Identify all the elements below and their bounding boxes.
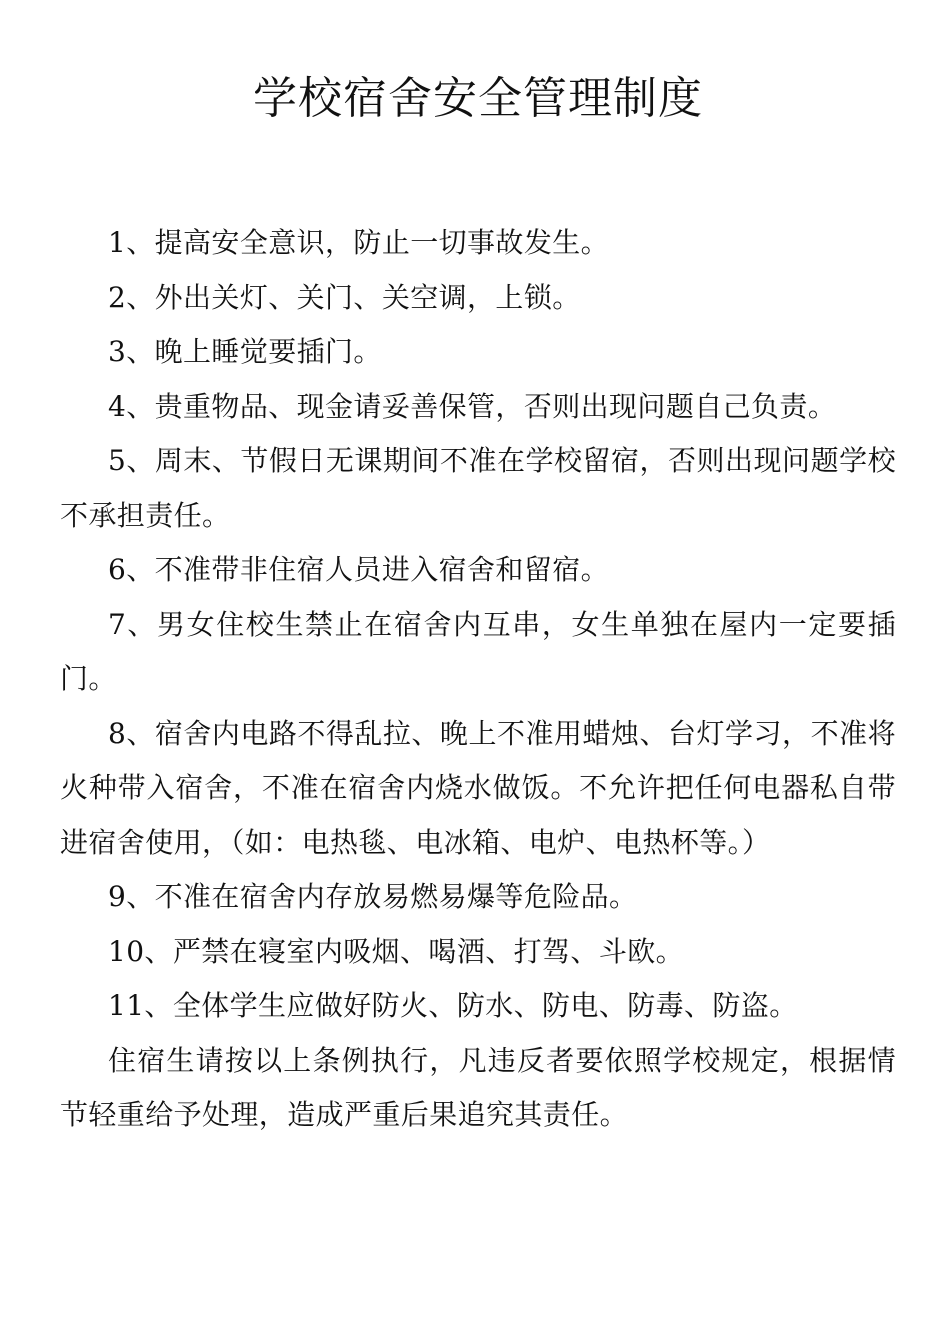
- document-title: 学校宿舍安全管理制度: [253, 73, 703, 124]
- rule-6: 6、不准带非住宿人员进入宿舍和留宿。: [108, 553, 610, 586]
- rule-4: 4、贵重物品、现金请妥善保管，否则出现问题自己负责。: [108, 389, 837, 423]
- rule-1: 1、提高安全意识，防止一切事故发生。: [108, 226, 610, 259]
- closing-statement: 住宿生请按以上条例执行，凡违反者要依照学校规定，根据情节轻重给予处理，造成严重后果追究其责任。: [60, 1043, 896, 1131]
- rule-10: 10、严禁在寝室内吸烟、喝酒、打驾、斗欧。: [108, 934, 685, 968]
- rule-8: 8、宿舍内电路不得乱拉、晚上不准用蜡烛、台灯学习，不准将火种带入宿舍，不准在宿舍内烧水做饭。不允许把任何电器私自带进宿舍使用，（如：电热毯、电冰箱、电炉、电热杯等。）: [60, 716, 896, 859]
- rule-2: 2、外出关灯、关门、关空调，上锁。: [108, 280, 581, 314]
- rule-11: 11、全体学生应做好防火、防水、防电、防毒、防盗。: [108, 989, 798, 1022]
- rule-7: 7、男女住校生禁止在宿舍内互串，女生单独在屋内一定要插门。: [60, 607, 896, 695]
- rules-list: [60, 216, 896, 1143]
- rule-5: 5、周末、节假日无课期间不准在学校留宿，否则出现问题学校不承担责任。: [60, 444, 896, 532]
- rule-3: 3、晚上睡觉要插门。: [108, 335, 382, 368]
- rule-9: 9、不准在宿舍内存放易燃易爆等危险品。: [108, 880, 638, 913]
